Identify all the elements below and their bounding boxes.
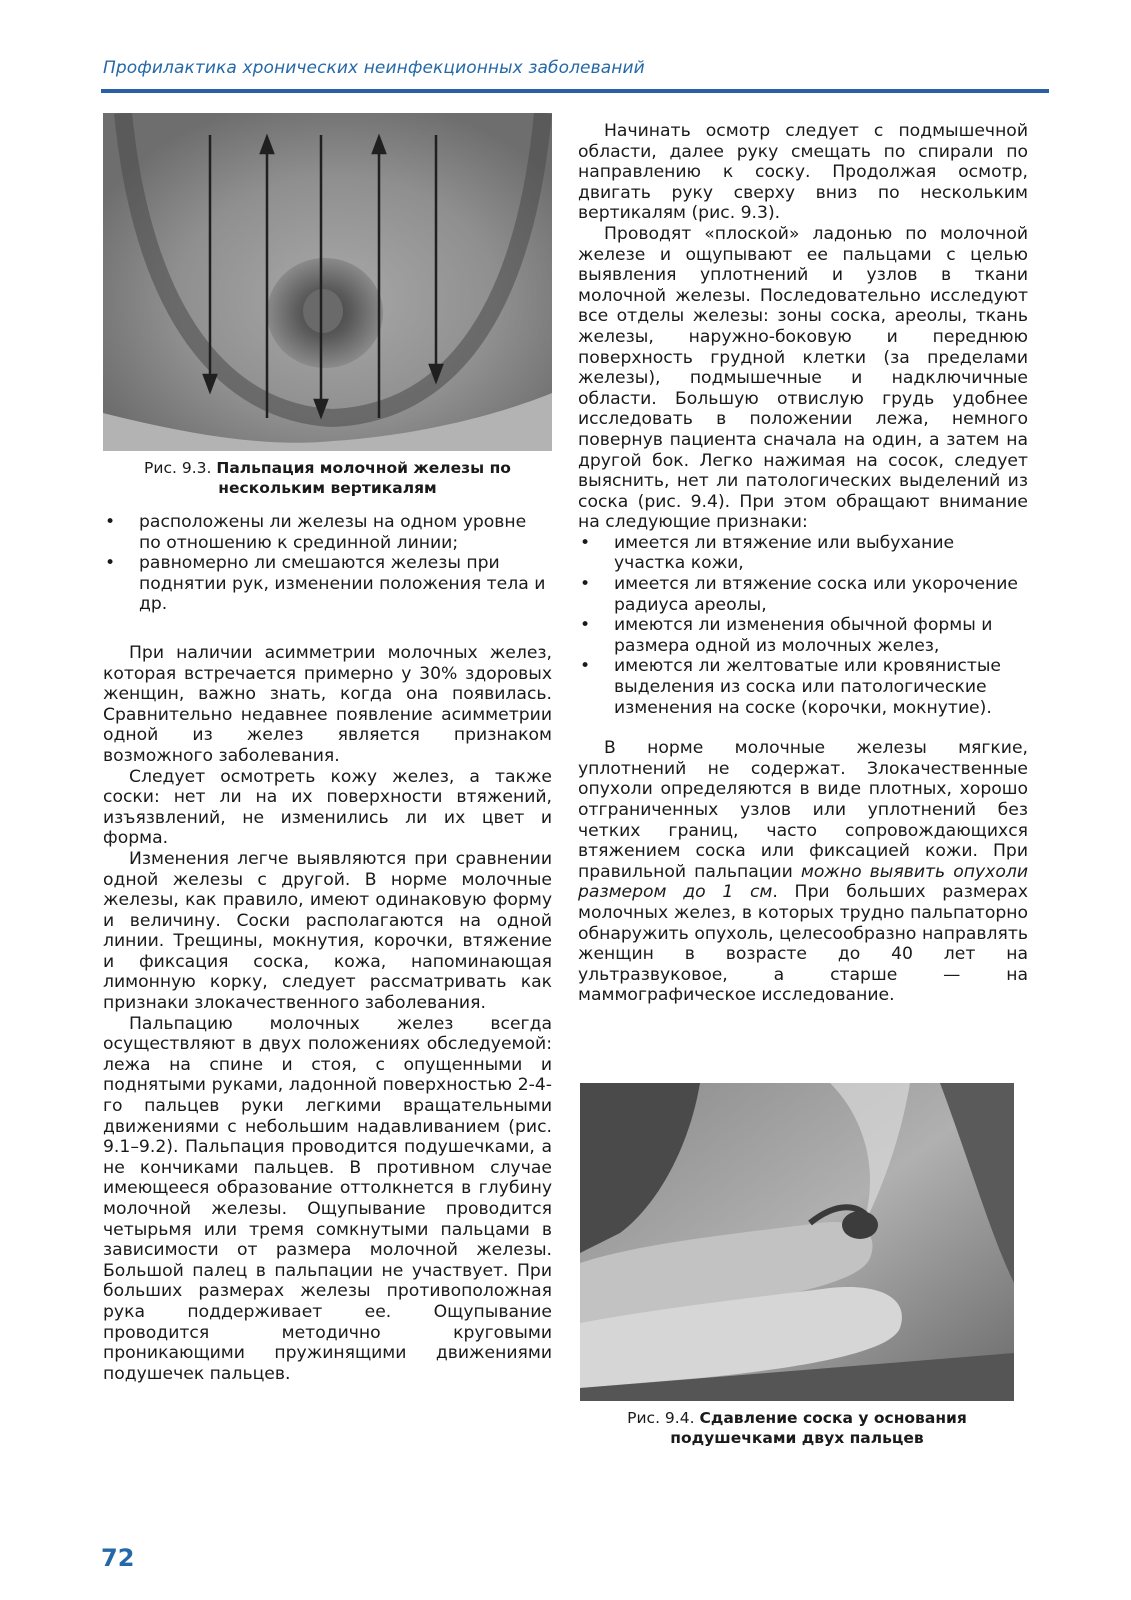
list-item: • имеется ли втяжение или выбухание участка кожи, [578,533,1028,574]
right-bullet-list [578,533,1028,718]
list-item: • равномерно ли смешаются железы при поднятии рук, изменении положения тела и др. [103,553,552,615]
emphasized-text: можно выявить опухоли размером до 1 см [578,861,1028,903]
paragraph: Пальпацию молочных желез всегда осуществляют в двух положениях обследуемой: лежа на спине и стоя, с опущенными и поднятыми руками, ладонной поверхностью 2-4-го пальцев руки легкими вращательными движениями с небольшим надавливанием (рис. 9.1–9.2). Пальпация проводится подушечками, а не кончиками пальцев. В противном случае имеющееся образование оттолкнется в глубину молочной железы. Ощупывание проводится четырьмя или тремя сомкнутыми пальцами в зависимости от размера молочной железы. Большой палец в пальпации не участвует. При больших размерах железы противоположная рука поддерживает ее. Ощупывание проводится методично круговыми проникающими пружинящими движениями подушечек пальцев. [103,1013,552,1384]
list-item: • имеется ли втяжение соска или укорочение радиуса ареолы, [578,574,1028,615]
paragraph: Изменения легче выявляются при сравнении одной железы с другой. В норме молочные железы, как правило, имеют одинаковую форму и величину. Соски располагаются на одной линии. Трещины, мокнутия, корочки, втяжение и фиксация соска, кожа, напоминающая лимонную корку, следует рассматривать как признаки злокачественного заболевания. [103,848,552,1014]
caption-title: Сдавление соска у основания подушечками двух пальцев [670,1409,967,1447]
figure-9-3-caption [103,458,552,498]
list-item: • имеются ли желтоватые или кровянистые выделения из соска или патологические изменения на соске (корочки, мокнутие). [578,656,1028,718]
text-run: В норме молочные железы мягкие, уплотнений не содержат. Злокачественные опухоли определяются в виде плотных, хорошо отграниченных узлов или уплотнений без четких границ, часто сопровождающихся втяжением соска или фиксацией кожи. При правильной пальпации [578,738,1028,882]
running-header: Профилактика хронических неинфекционных заболеваний [103,58,645,78]
page-number: 72 [101,1544,135,1572]
paragraph [578,738,1028,1006]
left-column [103,512,552,1384]
figure-9-4-image [580,1083,1014,1401]
header-rule [101,89,1049,93]
nipple-compression-fingers-illustration [580,1083,1014,1401]
list-item: • имеются ли изменения обычной формы и размера одной из молочных желез, [578,615,1028,656]
caption-title: Пальпация молочной железы по нескольким вертикалям [216,459,511,497]
right-column [578,121,1028,1006]
caption-prefix: Рис. 9.4. [627,1409,695,1427]
paragraph: Начинать осмотр следует с подмышечной области, далее руку смещать по спирали по направлению к соску. Продолжая осмотр, двигать руку сверху вниз по нескольким вертикалям (рис. 9.3). [578,121,1028,224]
paragraph: Следует осмотреть кожу желез, а также соски: нет ли на их поверхности втяжений, изъязвлений, не изменились ли их цвет и форма. [103,766,552,849]
figure-9-4-caption [580,1408,1014,1448]
list-item: • расположены ли железы на одном уровне по отношению к срединной линии; [103,512,552,553]
paragraph: При наличии асимметрии молочных желез, которая встречается примерно у 30% здоровых женщин, важно знать, когда она появилась. Сравнительно недавнее появление асимметрии одной из желез является признаком возможного заболевания. [103,642,552,766]
paragraph: Проводят «плоской» ладонью по молочной железе и ощупывают ее пальцами с целью выявления уплотнений и узлов в ткани молочной железы. Последовательно исследуют все отделы железы: зоны соска, ареолы, ткань железы, наружно-боковую и переднюю поверхность грудной клетки (за пределами железы), подмышечные и надключичные области. Большую отвислую грудь удобнее исследовать в положении лежа, немного повернув пациента сначала на один, а затем на другой бок. Легко нажимая на сосок, следует выяснить, нет ли патологических выделений из соска (рис. 9.4). При этом обращают внимание на следующие признаки: [578,223,1028,533]
breast-palpation-vertical-lines-illustration [103,113,552,451]
left-bullet-list [103,512,552,615]
figure-9-3-image [103,113,552,451]
text-run: . При больших размерах молочных желез, в которых трудно пальпаторно обнаружить опухоль, целесообразно направлять женщин в возрасте до 40 лет на ультразвуковое, а старше — на маммографическое исследование. [578,882,1028,1006]
caption-prefix: Рис. 9.3. [144,459,212,477]
